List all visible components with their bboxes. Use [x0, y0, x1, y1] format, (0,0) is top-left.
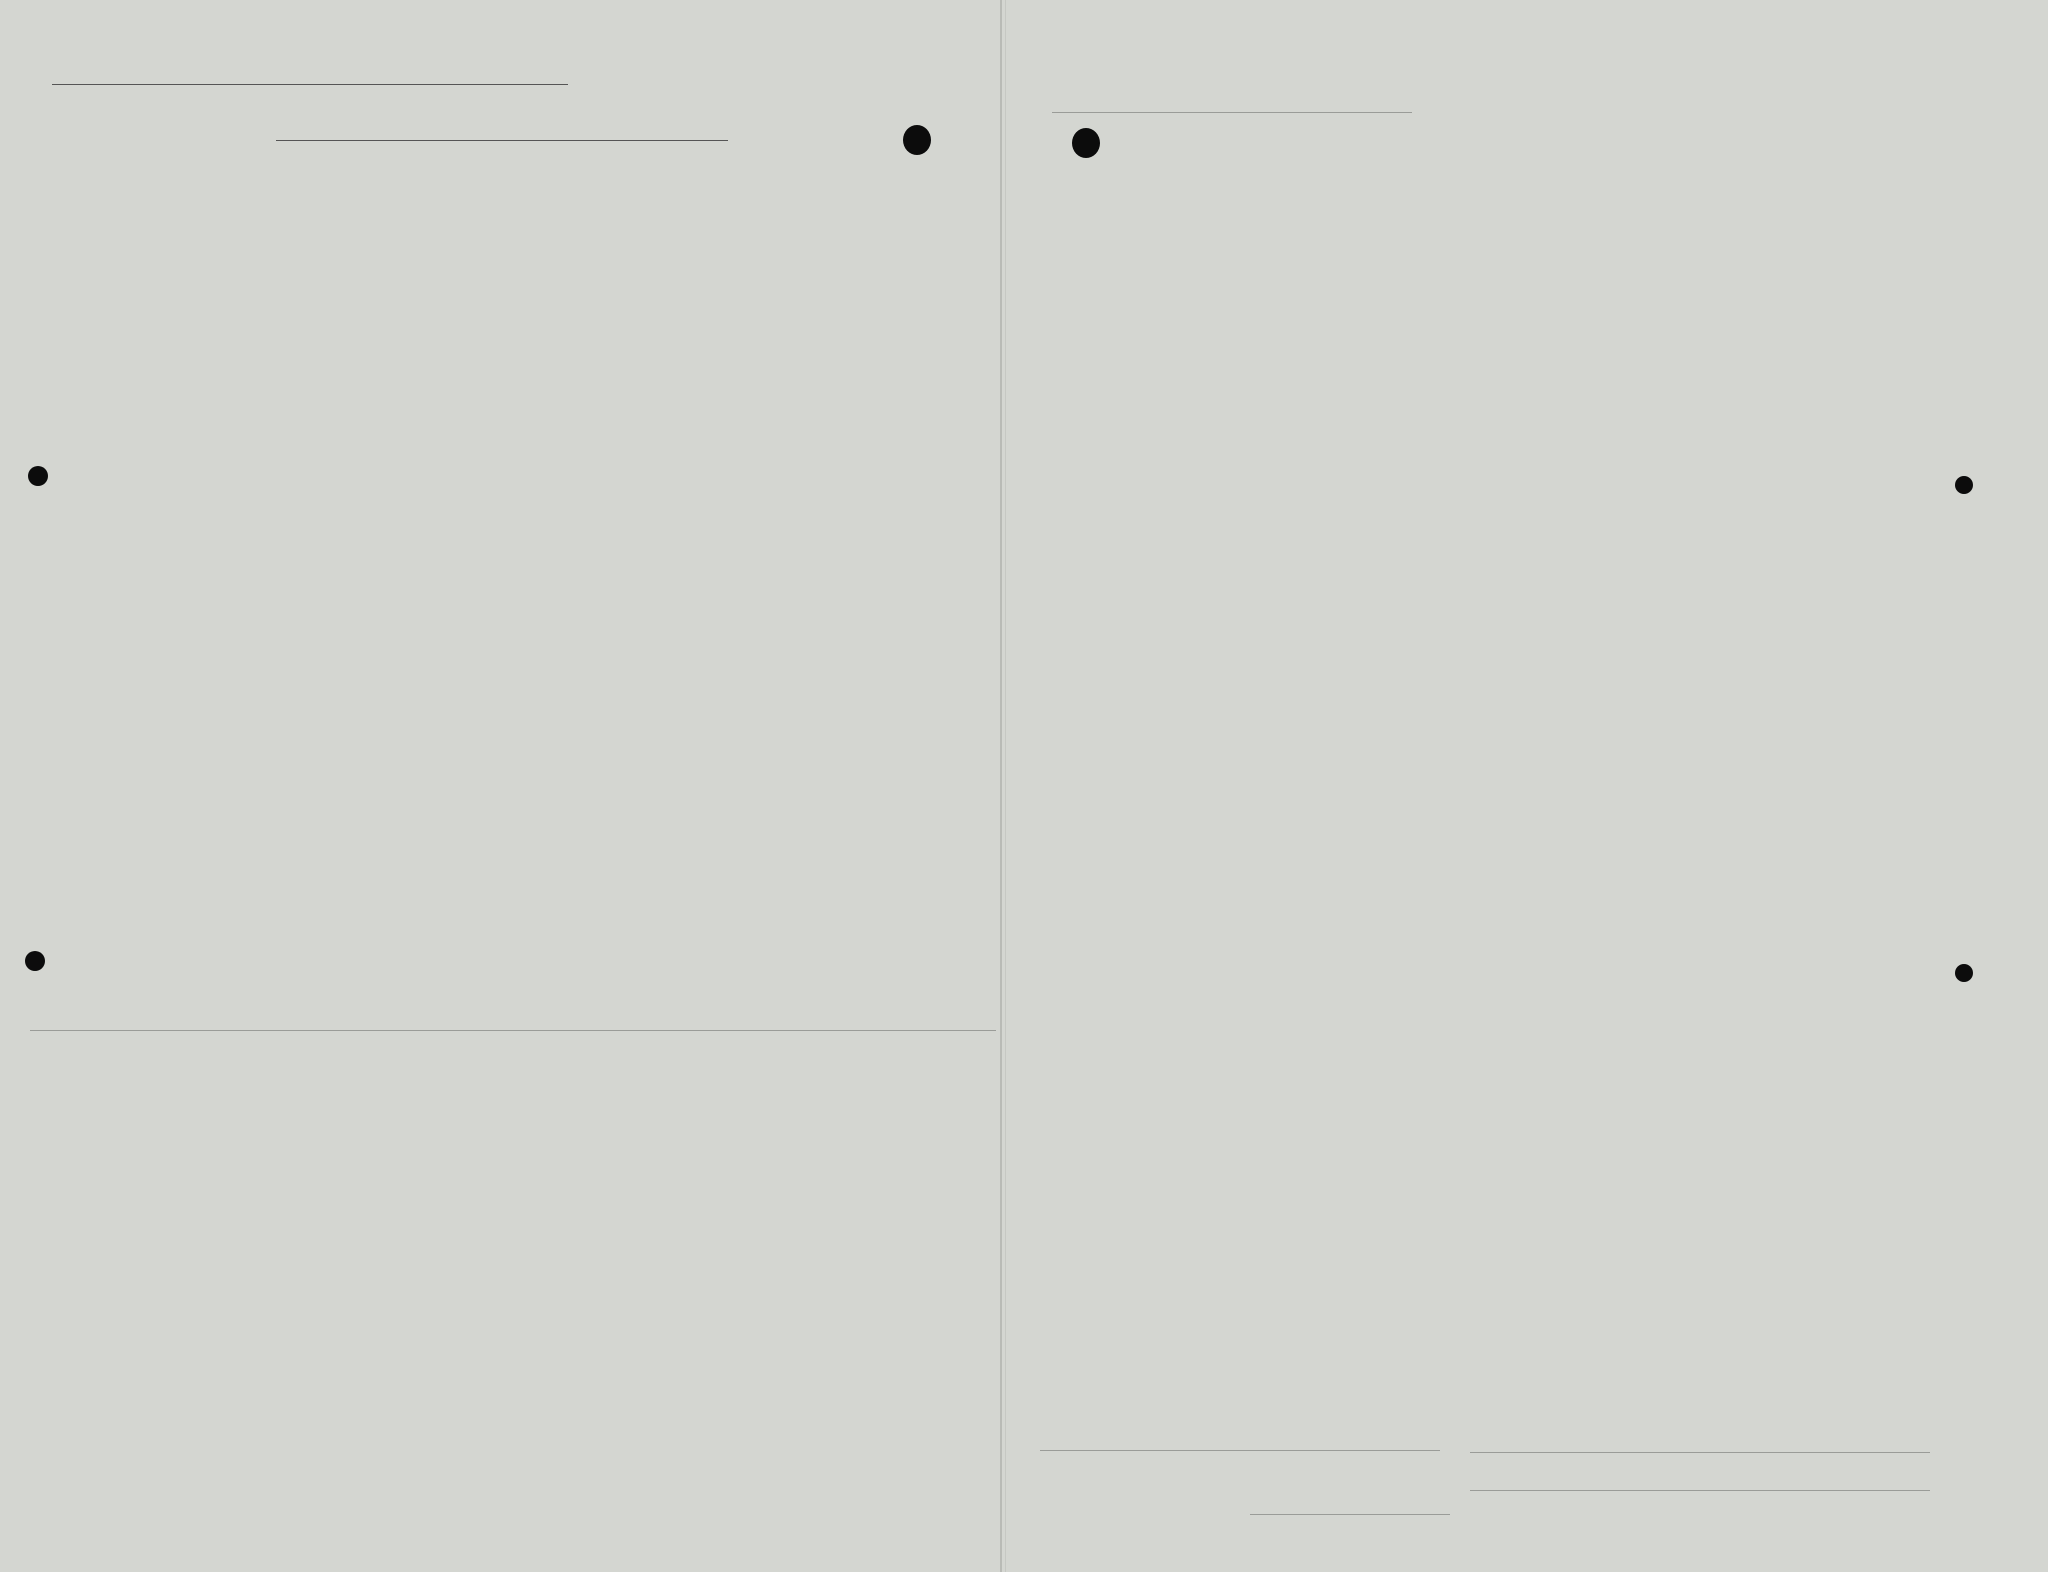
punch-hole	[1955, 476, 1973, 494]
punch-hole	[1955, 964, 1973, 982]
punch-hole	[1072, 128, 1100, 158]
punch-hole	[903, 125, 931, 155]
page-fold	[1000, 0, 1002, 1572]
punch-hole	[25, 951, 45, 971]
punch-hole	[28, 466, 48, 486]
archive-footer	[0, 1572, 2048, 1586]
